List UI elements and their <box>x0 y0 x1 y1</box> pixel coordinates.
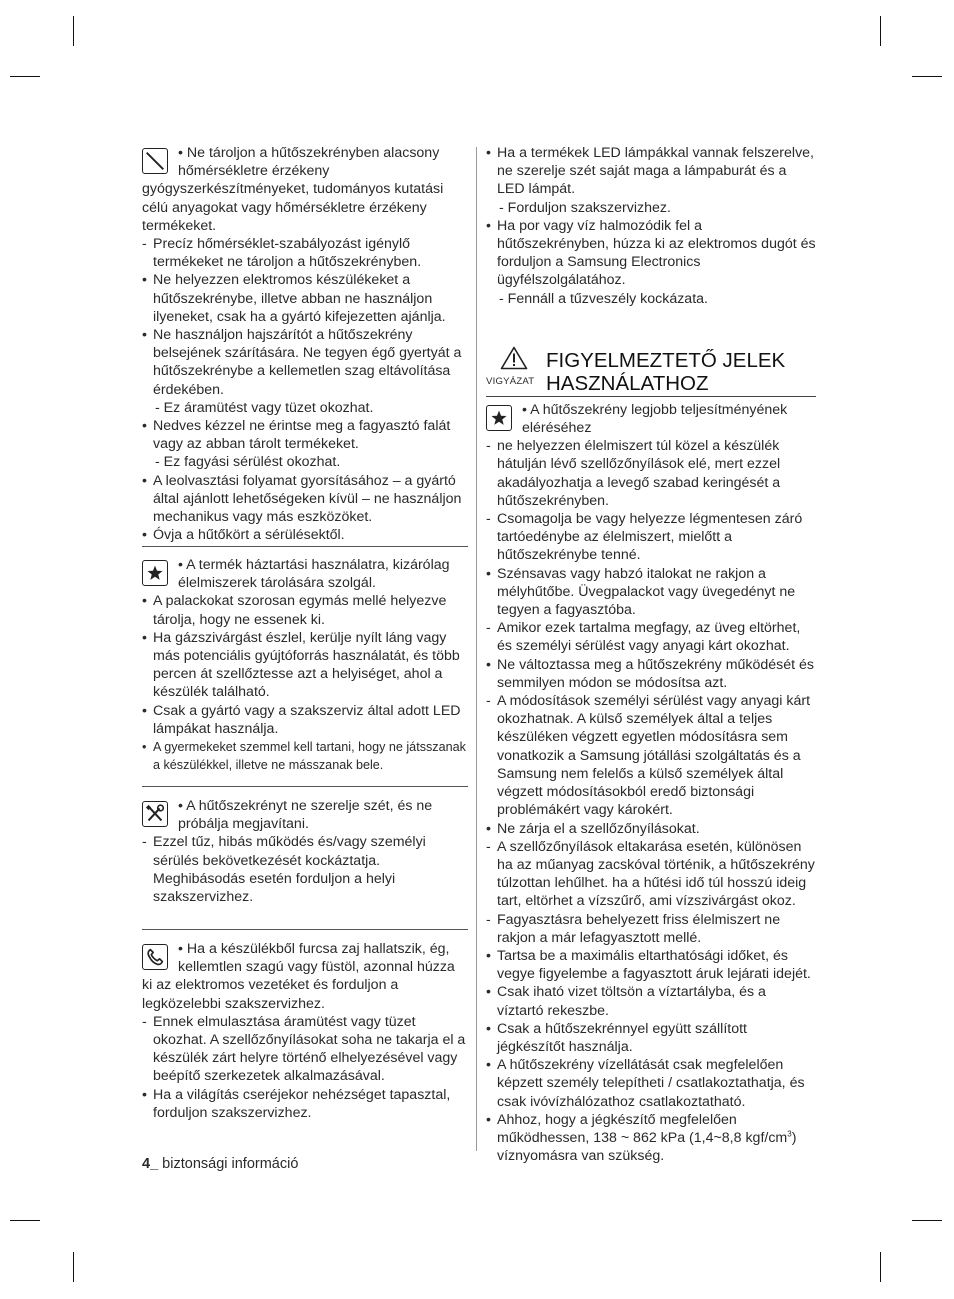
dash-marker: - <box>486 911 491 928</box>
dash-marker: - <box>142 1013 147 1030</box>
list-item <box>142 592 468 628</box>
block-intro: • A hűtőszekrényt ne szerelje szét, és ne próbálja megjavítani. <box>178 798 433 833</box>
item-text: - Ez áramütést vagy tüzet okozhat. <box>155 399 374 416</box>
list-item <box>486 838 816 911</box>
star-icon <box>486 405 512 431</box>
item-text: - Forduljon szakszervizhez. <box>499 199 671 216</box>
list-item <box>142 738 468 774</box>
section-title-line2: HASZNÁLATHOZ <box>546 371 709 395</box>
list-item <box>486 619 816 655</box>
caution-block-household <box>142 556 468 774</box>
block-intro: • A termék háztartási használatra, kizárólag élelmiszerek tárolására szolgál. <box>178 557 450 592</box>
page-footer <box>142 1156 298 1172</box>
section-divider <box>142 786 468 787</box>
warning-triangle-icon <box>500 346 528 370</box>
crop-mark <box>880 16 881 46</box>
item-text: Ne használjon hajszárítót a hűtőszekrény belsejének szárítására. Ne tegyen égő gyertyát a hűtőszekrénybe a kellemetlen szag eltávolítása érdekében. <box>153 327 462 398</box>
item-text: A leolvasztási folyamat gyorsításához – a gyártó által ajánlott lehetőségeken kívül – ne használjon mechanikus vagy más eszközöket. <box>153 472 462 526</box>
footer-label: biztonsági információ <box>158 1156 299 1172</box>
item-text: Ennek elmulasztása áramütést vagy tüzet okozhat. A szellőzőnyílásokat soha ne takarja el a készülék zárt helyre történő elhelyezésével vagy beépítő szerkezetek alkalmazásával. <box>153 1013 466 1085</box>
tools-icon <box>142 801 168 827</box>
section-divider <box>142 929 468 930</box>
list-item <box>486 656 816 692</box>
list-item <box>142 326 468 399</box>
warning-badge <box>486 346 542 391</box>
dash-marker: - <box>486 620 491 637</box>
superscript: 3 <box>787 1129 792 1139</box>
left-column <box>142 144 468 1122</box>
crop-mark <box>10 76 40 77</box>
item-list <box>142 1013 468 1122</box>
warning-label: VIGYÁZAT <box>486 375 535 387</box>
list-item <box>486 290 816 308</box>
caution-block-repair <box>142 797 468 911</box>
caution-block-service <box>142 940 468 1122</box>
list-item <box>142 271 468 326</box>
item-text: - Ez fagyási sérülést okozhat. <box>155 454 341 471</box>
crop-mark <box>912 76 942 77</box>
list-item <box>142 399 468 417</box>
section-title-line1: FIGYELMEZTETŐ JELEK <box>546 348 786 372</box>
dash-marker: - <box>142 236 147 253</box>
item-text: A szellőzőnyílások eltakarása esetén, különösen ha az műanyag zacskóval történik, a hűtőszekrény túlzottan lehűlhet. ha a hűtési idő túl hosszú ideig tart, eltörhet a vízszűrő, ami vízszivárgást okoz. <box>497 838 815 910</box>
item-text: Amikor ezek tartalma megfagy, az üveg eltörhet, és személyi sérülést vagy anyagi kárt okozhat. <box>497 620 801 655</box>
caution-block-storage <box>142 144 468 544</box>
block-intro: • A hűtőszekrény legjobb teljesítményének eléréséhez <box>522 401 788 437</box>
phone-icon <box>142 944 168 970</box>
list-item <box>486 692 816 819</box>
item-text: Ha por vagy víz halmozódik fel a hűtőszekrényben, húzza ki az elektromos dugót és forduljon a Samsung Electronics ügyfélszolgálatához. <box>497 217 816 289</box>
dash-marker: - <box>486 511 491 528</box>
item-list <box>142 235 468 544</box>
list-item <box>142 472 468 527</box>
block-intro: • Ne tároljon a hűtőszekrényben alacsony hőmérsékletre érzékeny gyógyszerkészítményeket, tudományos kutatási célú anyagokat vagy hőmérsékletre érzékeny termékeket. <box>142 145 444 234</box>
item-text: A módosítások személyi sérülést vagy anyagi kárt okozhatnak. A külső személyek által a teljes készüléken végzett egyetlen módosításra sem vonatkozik a Samsung jótállási szolgáltatás és a Samsung nem felelős a külső személyek által végzett módosításokból eredő biztonsági problémákért vagy károkért. <box>497 693 811 819</box>
crop-mark <box>10 1220 40 1221</box>
list-item <box>486 947 816 983</box>
item-list <box>486 144 816 308</box>
item-text: Tartsa be a maximális eltarthatósági időket, és vegye figyelembe a fagyasztott áruk lejárati idejét. <box>497 947 811 983</box>
star-icon <box>142 560 168 586</box>
list-item <box>142 629 468 702</box>
dash-marker: - <box>486 438 491 455</box>
dash-marker: - <box>486 693 491 710</box>
list-item <box>486 144 816 199</box>
item-text: - Fennáll a tűzveszély kockázata. <box>499 290 708 307</box>
crop-mark <box>73 1252 74 1282</box>
item-text: Ha a termékek LED lámpákkal vannak felszerelve, ne szerelje szét saját maga a lámpaburát és a LED lámpát. <box>497 145 814 198</box>
list-item <box>142 1086 468 1122</box>
list-item <box>142 833 468 906</box>
item-text: Csomagolja be vagy helyezze légmentesen záró tartóedénybe az élelmiszert, mielőtt a hűtőszekrénybe tenné. <box>497 511 803 564</box>
crop-mark <box>73 16 74 46</box>
list-item <box>486 1111 816 1166</box>
item-text: Ha a világítás cseréjekor nehézséget tapasztal, forduljon szakszervizhez. <box>153 1086 451 1121</box>
item-text: Szénsavas vagy habzó italokat ne rakjon a mélyhűtőbe. Üvegpalackot vagy üvegedényt ne tegyen a fagyasztóba. <box>497 565 796 619</box>
crop-mark <box>912 1220 942 1221</box>
list-item <box>486 983 816 1019</box>
crop-mark <box>880 1252 881 1282</box>
item-text: Ne változtassa meg a hűtőszekrény működését és semmilyen módon se módosítsa azt. <box>497 656 815 691</box>
list-item <box>486 565 816 620</box>
item-list <box>486 437 816 1111</box>
no-sign-icon <box>142 148 168 174</box>
item-list-last <box>486 1111 816 1166</box>
item-text: Csak a hűtőszekrénnyel együtt szállított jégkészítőt használja. <box>497 1020 747 1055</box>
list-item <box>486 911 816 947</box>
warning-section-header <box>486 346 816 396</box>
list-item <box>486 820 816 838</box>
list-item <box>486 199 816 217</box>
item-text: Csak iható vizet töltsön a víztartályba, és a víztartó rekeszbe. <box>497 984 766 1019</box>
item-list <box>142 592 468 774</box>
list-item <box>142 235 468 271</box>
page-number: 4 <box>142 1156 151 1172</box>
item-text: Fagyasztásra behelyezett friss élelmiszert ne rakjon a már lefagyasztott mellé. <box>497 911 781 946</box>
page-number-separator: _ <box>150 1156 159 1172</box>
list-item <box>142 1013 468 1086</box>
list-item <box>486 437 816 510</box>
item-text: Ne helyezzen elektromos készülékeket a hűtőszekrénybe, illetve abban ne használjon ilyeneket, csak ha a gyártó kifejezetten ajánlja. <box>153 272 446 325</box>
item-text: Nedves kézzel ne érintse meg a fagyasztó falát vagy az abban tárolt termékeket. <box>153 418 451 453</box>
item-text: A palackokat szorosan egymás mellé helyezve tárolja, hogy ne essenek ki. <box>153 593 447 628</box>
block-intro: • Ha a készülékből furcsa zaj hallatszik, ég, kellemtlen szagú vagy füstöl, azonnal húzza ki az elektromos vezetéket és forduljon a legközelebbi szakszervizhez. <box>142 941 455 1012</box>
item-text: Ha gázszivárgást észlel, kerülje nyílt láng vagy más potenciális gyújtóforrás használatát, és több percen át szellőztesse azt a helyiséget, ahol a készülék található. <box>153 629 460 701</box>
column-divider <box>476 147 477 1151</box>
item-text-end: ) víznyomásra van szükség. <box>497 1129 797 1165</box>
dash-marker: - <box>142 834 147 851</box>
item-text: ne helyezzen élelmiszert túl közel a készülék hátulján lévő szellőzőnyílások elé, mert ezzel akadályozhatja a levegő szabad keringését a hűtőszekrényben. <box>497 438 781 509</box>
item-text: Ne zárja el a szellőzőnyílásokat. <box>497 820 700 837</box>
item-text: Ahhoz, hogy a jégkészítő megfelelően működhessen, 138 ~ 862 kPa (1,4~8,8 kgf/cm <box>497 1111 788 1146</box>
section-title-rule <box>486 396 816 397</box>
item-text: Ezzel tűz, hibás működés és/vagy személyi sérülés bekövetkezését kockáztatja. Meghibásodás esetén forduljon a helyi szakszervizhez. <box>153 834 426 906</box>
list-item <box>142 526 468 544</box>
list-item <box>486 1056 816 1111</box>
caution-block-performance <box>486 401 816 1166</box>
item-text: A gyermekeket szemmel kell tartani, hogy ne játsszanak a készülékkel, illetve ne másszanak bele. <box>153 740 466 773</box>
item-text: Óvja a hűtőkört a sérülésektől. <box>153 527 345 544</box>
item-text: Csak a gyártó vagy a szakszerviz által adott LED lámpákat használja. <box>153 702 461 737</box>
item-list <box>142 833 468 906</box>
dash-marker: - <box>486 838 491 855</box>
list-item <box>142 702 468 738</box>
section-title <box>546 349 816 395</box>
list-item <box>142 417 468 453</box>
list-item <box>142 453 468 471</box>
right-column <box>486 144 816 1165</box>
item-text: A hűtőszekrény vízellátását csak megfelelően képzett személy telepítheti / csatlakoztathatja, és csak ivóvízhálózathoz csatlakoztatható. <box>497 1057 805 1110</box>
list-item <box>486 1020 816 1056</box>
list-item <box>486 510 816 565</box>
list-item <box>486 217 816 290</box>
section-divider <box>142 546 468 547</box>
item-text: Precíz hőmérséklet-szabályozást igénylő termékeket ne tároljon a hűtőszekrényben. <box>153 236 422 271</box>
